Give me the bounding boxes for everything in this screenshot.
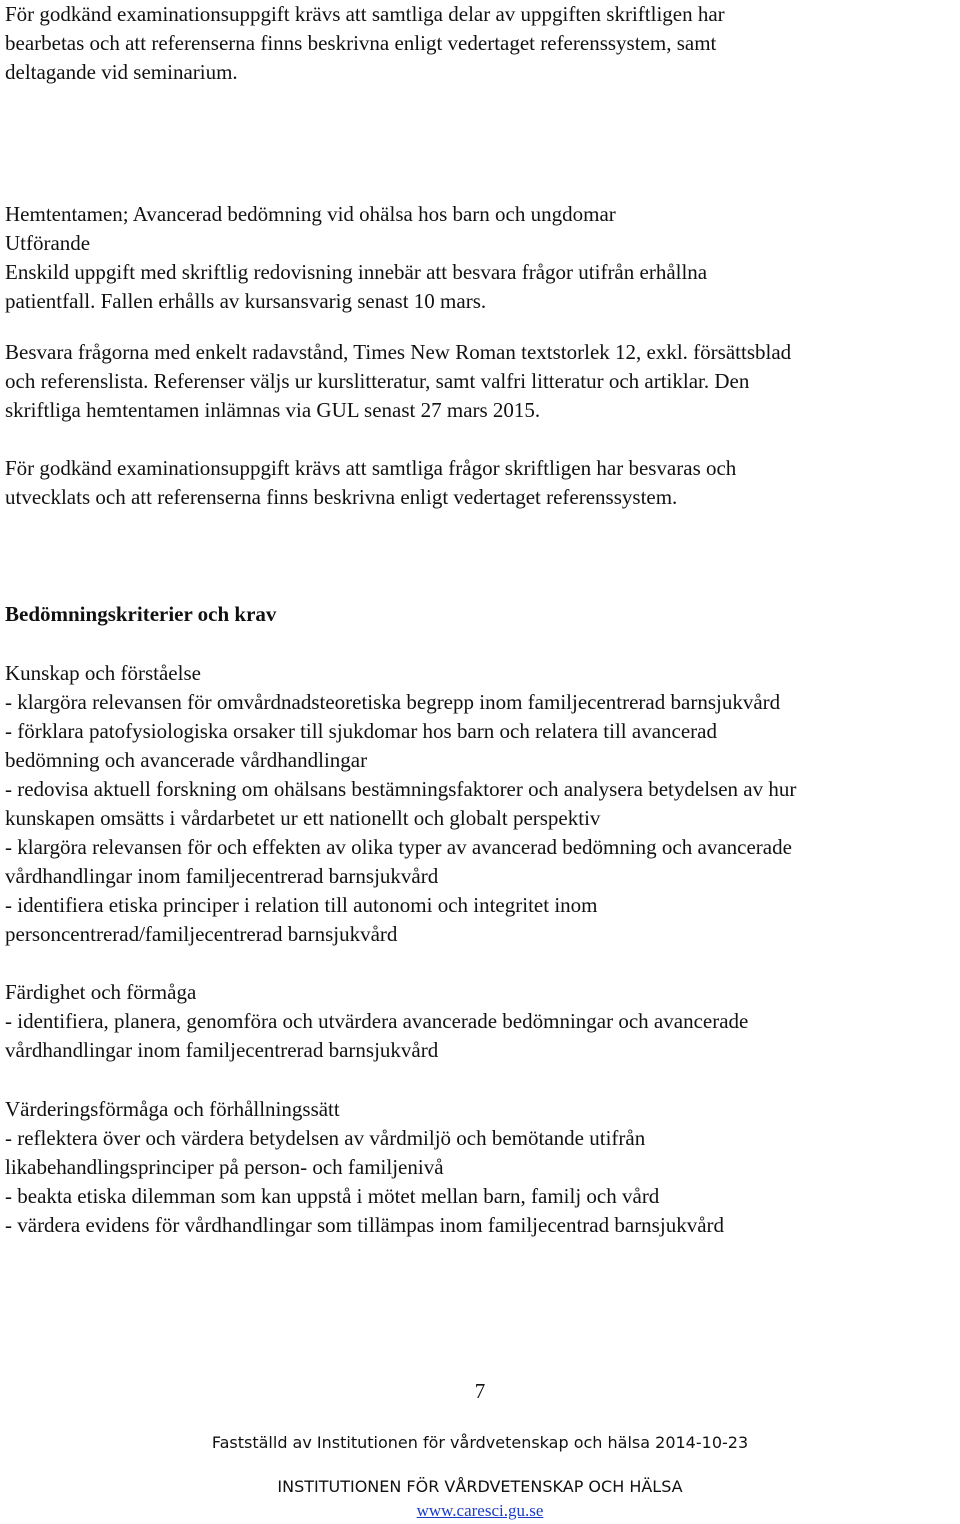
- knowledge-section: [5, 659, 955, 949]
- knowledge-line: kunskapen omsätts i vårdarbetet ur ett nationellt och globalt perspektiv: [5, 806, 601, 830]
- knowledge-line: bedömning och avancerade vårdhandlingar: [5, 748, 368, 772]
- knowledge-line: - redovisa aktuell forskning om ohälsans bestämningsfaktorer och analysera betydelsen av hur: [5, 777, 797, 801]
- knowledge-line: personcentrerad/familjecentrerad barnsjukvård: [5, 922, 398, 946]
- exam-para2-line: Besvara frågorna med enkelt radavstånd, Times New Roman textstorlek 12, exkl. försättsblad: [5, 340, 792, 364]
- intro-paragraph: [5, 0, 955, 87]
- knowledge-line: - klargöra relevansen för omvårdnadsteoretiska begrepp inom familjecentrerad barnsjukvård: [5, 690, 781, 714]
- exam-para3-line: utvecklats och att referenserna finns beskrivna enligt vedertaget referenssystem.: [5, 485, 678, 509]
- criteria-heading: Bedömningskriterier och krav: [5, 602, 277, 626]
- knowledge-line: - identifiera etiska principer i relation till autonomi och integritet inom: [5, 893, 598, 917]
- values-line: - värdera evidens för vårdhandlingar som tillämpas inom familjecentrad barnsjukvård: [5, 1213, 725, 1237]
- intro-line: deltagande vid seminarium.: [5, 60, 238, 84]
- knowledge-line: vårdhandlingar inom familjecentrerad barnsjukvård: [5, 864, 439, 888]
- website-link[interactable]: www.caresci.gu.se: [416, 1501, 544, 1520]
- knowledge-line: - klargöra relevansen för och effekten av olika typer av avancerad bedömning och avancerade: [5, 835, 792, 859]
- exam-para1-line: Enskild uppgift med skriftlig redovisning innebär att besvara frågor utifrån erhållna: [5, 260, 708, 284]
- exam-para2-line: skriftliga hemtentamen inlämnas via GUL senast 27 mars 2015.: [5, 398, 541, 422]
- knowledge-title: Kunskap och förståelse: [5, 661, 201, 685]
- page-number: 7: [474, 1379, 486, 1403]
- intro-line: bearbetas och att referenserna finns beskrivna enligt vedertaget referenssystem, samt: [5, 31, 717, 55]
- footer-institution: INSTITUTIONEN FÖR VÅRDVETENSKAP OCH HÄLSA: [277, 1477, 683, 1496]
- footer: [0, 1377, 960, 1406]
- footer-established: Fastställd av Institutionen för vårdvetenskap och hälsa 2014-10-23: [211, 1433, 749, 1452]
- exam-title: Hemtentamen; Avancerad bedömning vid ohälsa hos barn och ungdomar: [5, 202, 616, 226]
- exam-para2-line: och referenslista. Referenser väljs ur kurslitteratur, samt valfri litteratur och artiklar. Den: [5, 369, 750, 393]
- footer-website-row: [0, 1498, 960, 1522]
- values-section: [5, 1095, 955, 1240]
- intro-line: För godkänd examinationsuppgift krävs att samtliga delar av uppgiften skriftligen har: [5, 2, 725, 26]
- values-line: likabehandlingsprinciper på person- och familjenivå: [5, 1155, 444, 1179]
- values-line: - reflektera över och värdera betydelsen av vårdmiljö och bemötande utifrån: [5, 1126, 646, 1150]
- skills-line: - identifiera, planera, genomföra och utvärdera avancerade bedömningar och avancerade: [5, 1009, 749, 1033]
- exam-format-paragraph: [5, 338, 955, 425]
- exam-para1-line: patientfall. Fallen erhålls av kursansvarig senast 10 mars.: [5, 289, 487, 313]
- skills-line: vårdhandlingar inom familjecentrerad barnsjukvård: [5, 1038, 439, 1062]
- exam-requirement-paragraph: [5, 454, 955, 512]
- knowledge-line: - förklara patofysiologiska orsaker till sjukdomar hos barn och relatera till avancerad: [5, 719, 717, 743]
- skills-title: Färdighet och förmåga: [5, 980, 197, 1004]
- exam-subtitle: Utförande: [5, 231, 91, 255]
- skills-section: [5, 978, 955, 1065]
- values-title: Värderingsförmåga och förhållningssätt: [5, 1097, 340, 1121]
- exam-section: [5, 200, 955, 316]
- values-line: - beakta etiska dilemman som kan uppstå i mötet mellan barn, familj och vård: [5, 1184, 660, 1208]
- exam-para3-line: För godkänd examinationsuppgift krävs att samtliga frågor skriftligen har besvaras och: [5, 456, 737, 480]
